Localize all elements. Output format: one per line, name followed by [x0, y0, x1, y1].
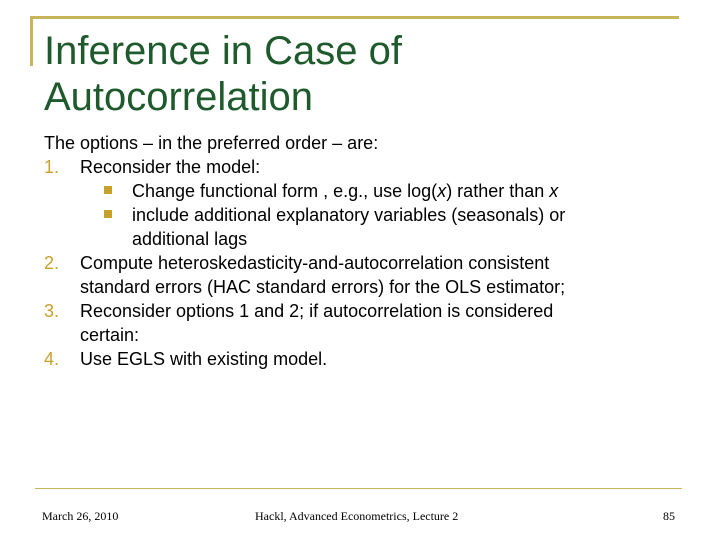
item-text: Reconsider options 1 and 2; if autocorrelation is considered — [80, 301, 554, 321]
intro-text: The options – in the preferred order – are: — [44, 133, 379, 153]
sub-item-2 — [44, 203, 684, 227]
square-bullet-icon — [104, 186, 112, 194]
title-line-2: Autocorrelation — [44, 75, 314, 119]
footer-divider — [35, 488, 682, 489]
list-item-2-continuation: standard errors (HAC standard errors) for the OLS estimator; — [80, 277, 566, 297]
sub-item-text: Change functional form , e.g., use log(x) rather than x — [132, 181, 559, 201]
title-line-1: Inference in Case of — [44, 29, 402, 73]
list-item-3 — [44, 299, 684, 323]
item-number: 2. — [44, 253, 60, 273]
list-item-3-continuation: certain: — [80, 325, 140, 345]
list-item-4 — [44, 347, 684, 371]
title-frame-top — [30, 16, 679, 19]
square-bullet-icon — [104, 210, 112, 218]
item-text: Use EGLS with existing model. — [80, 349, 328, 369]
sub-item-2-continuation: additional lags — [132, 229, 248, 249]
item-text: Reconsider the model: — [80, 157, 261, 177]
sub-item-text: include additional explanatory variables (seasonals) or — [132, 205, 566, 225]
sub-item-1 — [44, 179, 684, 203]
slide-title — [44, 28, 684, 120]
item-number: 4. — [44, 349, 60, 369]
item-text: Compute heteroskedasticity-and-autocorrelation consistent — [80, 253, 550, 273]
item-number: 1. — [44, 157, 60, 177]
title-frame-left — [30, 16, 33, 66]
footer-date: March 26, 2010 — [42, 509, 119, 523]
slide-body — [44, 131, 684, 371]
page-number: 85 — [663, 509, 675, 523]
footer-source: Hackl, Advanced Econometrics, Lecture 2 — [255, 509, 459, 523]
item-number: 3. — [44, 301, 60, 321]
list-item-2 — [44, 251, 684, 275]
list-item-1 — [44, 155, 684, 179]
